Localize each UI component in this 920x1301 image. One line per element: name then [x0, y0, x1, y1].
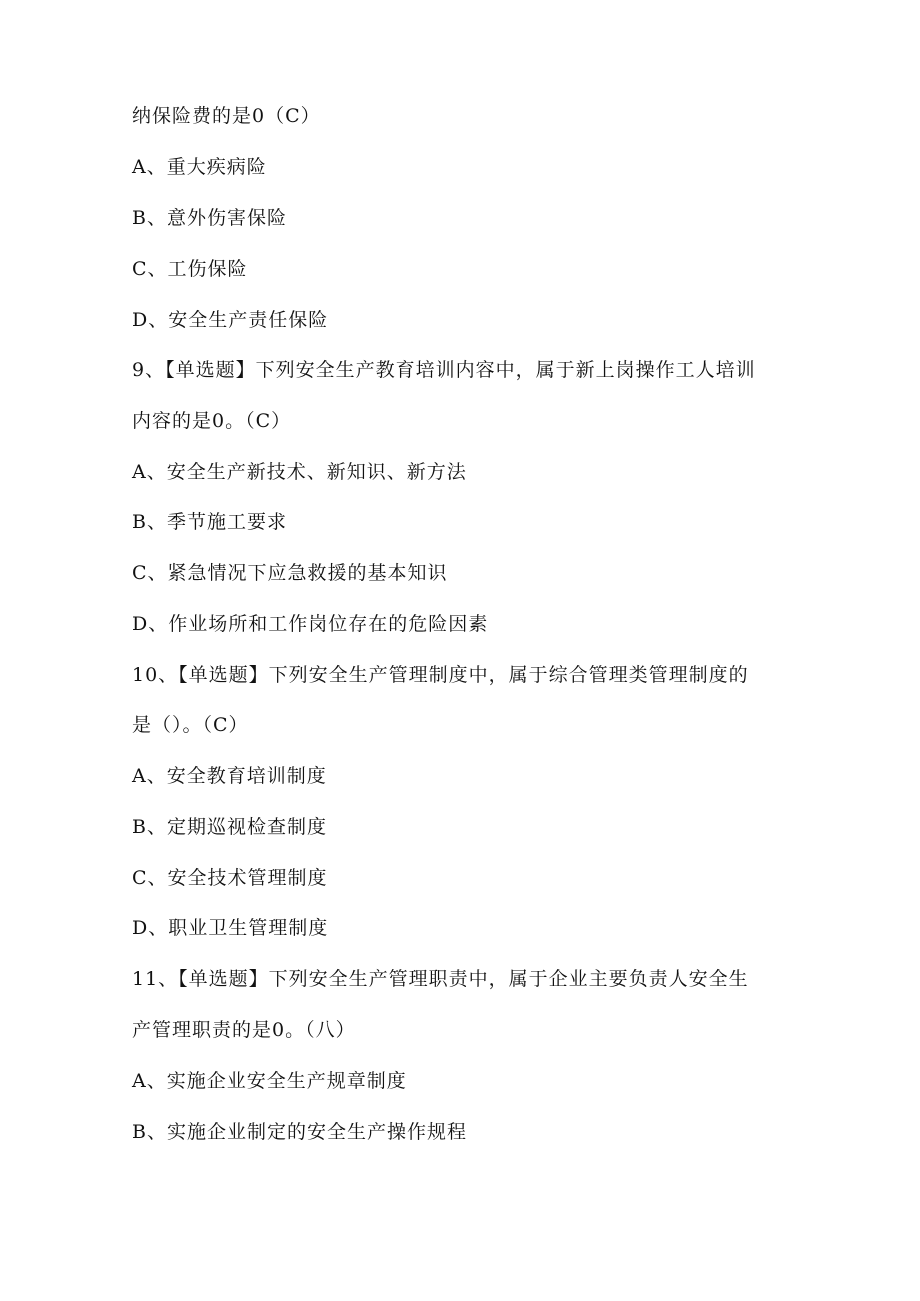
question-9-option-a: A、安全生产新技术、新知识、新方法: [132, 461, 467, 483]
question-11-stem: 11、【单选题】下列安全生产管理职责中，属于企业主要负责人安全生: [132, 968, 749, 990]
question-10-option-d: D、职业卫生管理制度: [132, 917, 329, 939]
question-8-option-b: B、意外伤害保险: [132, 207, 287, 229]
question-11-option-a: A、实施企业安全生产规章制度: [132, 1070, 407, 1092]
question-8-stem-continuation: 纳保险费的是0（C）: [132, 105, 321, 127]
question-9-stem-continuation: 内容的是0。（C）: [132, 410, 292, 432]
question-10-stem-continuation: 是（）。（C）: [132, 714, 249, 736]
question-8-option-d: D、安全生产责任保险: [132, 309, 329, 331]
question-11-option-b: B、实施企业制定的安全生产操作规程: [132, 1121, 467, 1143]
question-9-option-b: B、季节施工要求: [132, 511, 287, 533]
question-10-option-c: C、安全技术管理制度: [132, 867, 328, 889]
question-8-option-a: A、重大疾病险: [132, 156, 267, 178]
question-10-option-a: A、安全教育培训制度: [132, 765, 327, 787]
question-10-option-b: B、定期巡视检查制度: [132, 816, 327, 838]
question-8-option-c: C、工伤保险: [132, 258, 248, 280]
question-9-stem: 9、【单选题】下列安全生产教育培训内容中，属于新上岗操作工人培训: [132, 359, 756, 381]
question-10-stem: 10、【单选题】下列安全生产管理制度中，属于综合管理类管理制度的: [132, 664, 749, 686]
question-9-option-c: C、紧急情况下应急救援的基本知识: [132, 562, 448, 584]
question-9-option-d: D、作业场所和工作岗位存在的危险因素: [132, 613, 489, 635]
question-11-stem-continuation: 产管理职责的是0。（八）: [132, 1019, 356, 1041]
